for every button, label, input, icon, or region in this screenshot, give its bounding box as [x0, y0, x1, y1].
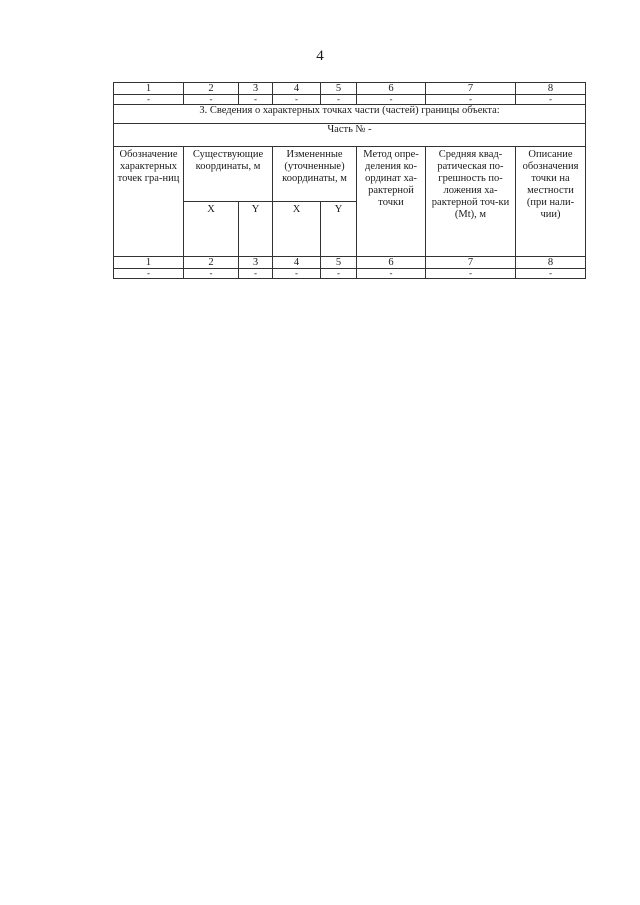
bottom-dash-4: -: [273, 269, 321, 279]
top-num-8: 8: [516, 83, 586, 95]
bottom-dash-2: -: [184, 269, 239, 279]
bottom-dash-row: [114, 269, 586, 279]
header-row-1: [114, 147, 586, 202]
bottom-num-2: 2: [184, 257, 239, 269]
top-dash-5: -: [321, 95, 357, 105]
top-dash-row: [114, 95, 586, 105]
header-mean-error: Средняя квад-ратическая по-грешность по-ложения ха-рактерной точ-ки (Mt), м: [426, 147, 516, 257]
header-x-existing: X: [184, 202, 239, 257]
header-changed-coords: Измененные (уточненные) координаты, м: [273, 147, 357, 202]
top-dash-4: -: [273, 95, 321, 105]
bottom-dash-7: -: [426, 269, 516, 279]
top-dash-1: -: [114, 95, 184, 105]
top-number-row: [114, 83, 586, 95]
part-row: [114, 124, 586, 147]
header-x-changed: X: [273, 202, 321, 257]
top-num-4: 4: [273, 83, 321, 95]
points-table: [113, 82, 586, 279]
top-num-1: 1: [114, 83, 184, 95]
bottom-num-1: 1: [114, 257, 184, 269]
bottom-dash-5: -: [321, 269, 357, 279]
header-y-existing: Y: [239, 202, 273, 257]
header-description: Описание обозначения точки на местности (при нали-чии): [516, 147, 586, 257]
bottom-num-5: 5: [321, 257, 357, 269]
top-num-6: 6: [357, 83, 426, 95]
bottom-dash-6: -: [357, 269, 426, 279]
header-point-designation: Обозначение характерных точек гра-ниц: [114, 147, 184, 257]
part-label: Часть № -: [114, 124, 586, 147]
header-existing-coords: Существующие координаты, м: [184, 147, 273, 202]
top-dash-7: -: [426, 95, 516, 105]
bottom-dash-3: -: [239, 269, 273, 279]
bottom-dash-1: -: [114, 269, 184, 279]
top-num-3: 3: [239, 83, 273, 95]
top-num-7: 7: [426, 83, 516, 95]
top-num-2: 2: [184, 83, 239, 95]
section-title: 3. Сведения о характерных точках части (частей) границы объекта:: [114, 105, 586, 124]
top-num-5: 5: [321, 83, 357, 95]
header-method: Метод опре-деления ко-ординат ха-рактерной точки: [357, 147, 426, 257]
bottom-num-8: 8: [516, 257, 586, 269]
bottom-num-6: 6: [357, 257, 426, 269]
bottom-number-row: [114, 257, 586, 269]
top-dash-6: -: [357, 95, 426, 105]
top-dash-2: -: [184, 95, 239, 105]
top-dash-8: -: [516, 95, 586, 105]
bottom-dash-8: -: [516, 269, 586, 279]
bottom-num-7: 7: [426, 257, 516, 269]
page-number: 4: [316, 48, 324, 64]
section-row: [114, 105, 586, 124]
bottom-num-3: 3: [239, 257, 273, 269]
header-y-changed: Y: [321, 202, 357, 257]
top-dash-3: -: [239, 95, 273, 105]
bottom-num-4: 4: [273, 257, 321, 269]
